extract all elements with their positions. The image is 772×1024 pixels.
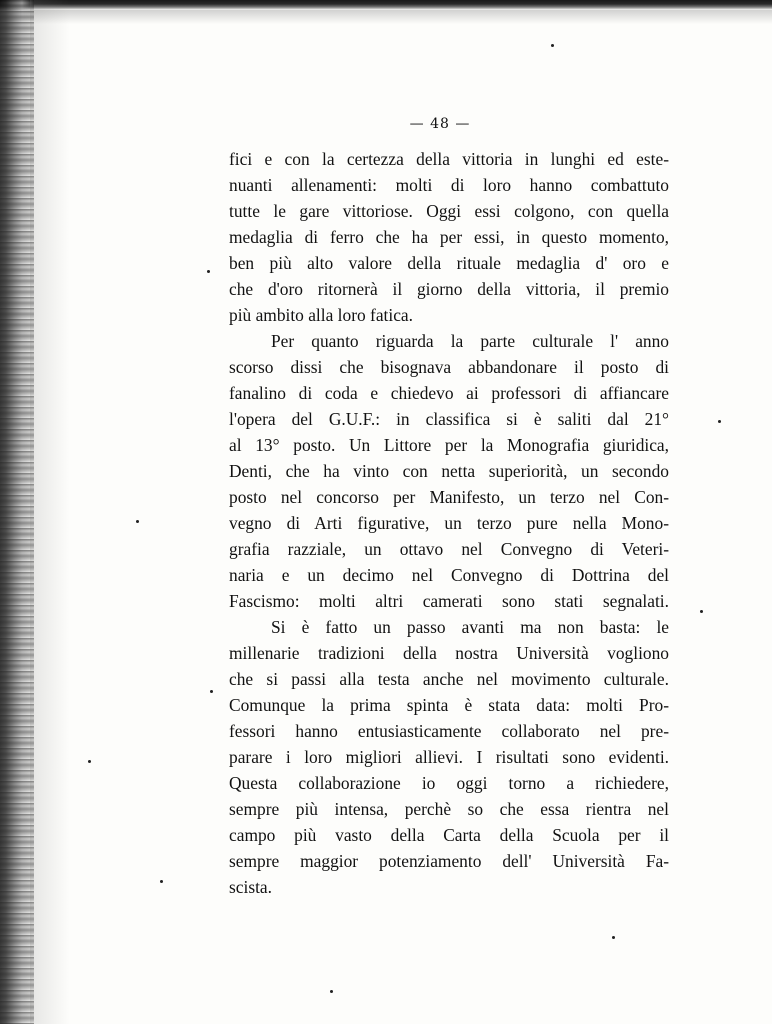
text-line: parare i loro migliori allievi. I risultati sono evidenti.	[229, 747, 669, 767]
text-line: fanalino di coda e chiedevo ai professori di affiancare	[229, 383, 669, 403]
page-top-edge	[0, 0, 772, 10]
book-binding-edge	[0, 0, 34, 1024]
text-line: medaglia di ferro che ha per essi, in questo momento,	[229, 227, 669, 247]
text-line: che si passi alla testa anche nel movimento culturale.	[229, 669, 669, 689]
text-line: grafia razziale, un ottavo nel Convegno di Veteri-	[229, 539, 669, 559]
paragraph-start-line: Per quanto riguarda la parte culturale l' anno	[271, 331, 669, 351]
scan-speck	[551, 44, 554, 47]
page-number: — 48 —	[409, 116, 471, 132]
text-line: fessori hanno entusiasticamente collaborato nel pre-	[229, 721, 669, 741]
text-line: campo più vasto della Carta della Scuola per il	[229, 825, 669, 845]
text-line: nuanti allenamenti: molti di loro hanno combattuto	[229, 175, 669, 195]
scan-speck	[207, 270, 210, 273]
text-line: Questa collaborazione io oggi torno a richiedere,	[229, 773, 669, 793]
paragraph-start-line: Si è fatto un passo avanti ma non basta: le	[271, 617, 669, 637]
text-line: sempre più intensa, perchè so che essa rientra nel	[229, 799, 669, 819]
text-line: l'opera del G.U.F.: in classifica si è saliti dal 21°	[229, 409, 669, 429]
text-line: scorso dissi che bisognava abbandonare il posto di	[229, 357, 669, 377]
text-line: millenarie tradizioni della nostra Università vogliono	[229, 643, 669, 663]
text-line: scista.	[229, 877, 272, 897]
text-line: ben più alto valore della rituale medaglia d' oro e	[229, 253, 669, 273]
text-line: più ambito alla loro fatica.	[229, 305, 413, 325]
text-line: sempre maggior potenziamento dell' Università Fa-	[229, 851, 669, 871]
scan-speck	[330, 990, 333, 993]
text-line: Comunque la prima spinta è stata data: molti Pro-	[229, 695, 669, 715]
text-line: tutte le gare vittoriose. Oggi essi colgono, con quella	[229, 201, 669, 221]
scan-speck	[136, 520, 139, 523]
text-line: naria e un decimo nel Convegno di Dottrina del	[229, 565, 669, 585]
page-top-shadow	[20, 10, 772, 24]
text-line: fici e con la certezza della vittoria in lunghi ed este-	[229, 149, 669, 169]
text-line: al 13° posto. Un Littore per la Monografia giuridica,	[229, 435, 669, 455]
text-line: vegno di Arti figurative, un terzo pure nella Mono-	[229, 513, 669, 533]
scan-speck	[210, 690, 213, 693]
scan-speck	[700, 610, 703, 613]
text-line: che d'oro ritornerà il giorno della vittoria, il premio	[229, 279, 669, 299]
scan-speck	[160, 880, 163, 883]
scan-speck	[88, 760, 91, 763]
text-line: Denti, che ha vinto con netta superiorità, un secondo	[229, 461, 669, 481]
body-text	[229, 146, 669, 900]
scan-speck	[718, 420, 721, 423]
scan-speck	[612, 936, 615, 939]
text-line: Fascismo: molti altri camerati sono stati segnalati.	[229, 591, 669, 611]
text-line: posto nel concorso per Manifesto, un terzo nel Con-	[229, 487, 669, 507]
binding-shadow	[30, 0, 70, 1024]
